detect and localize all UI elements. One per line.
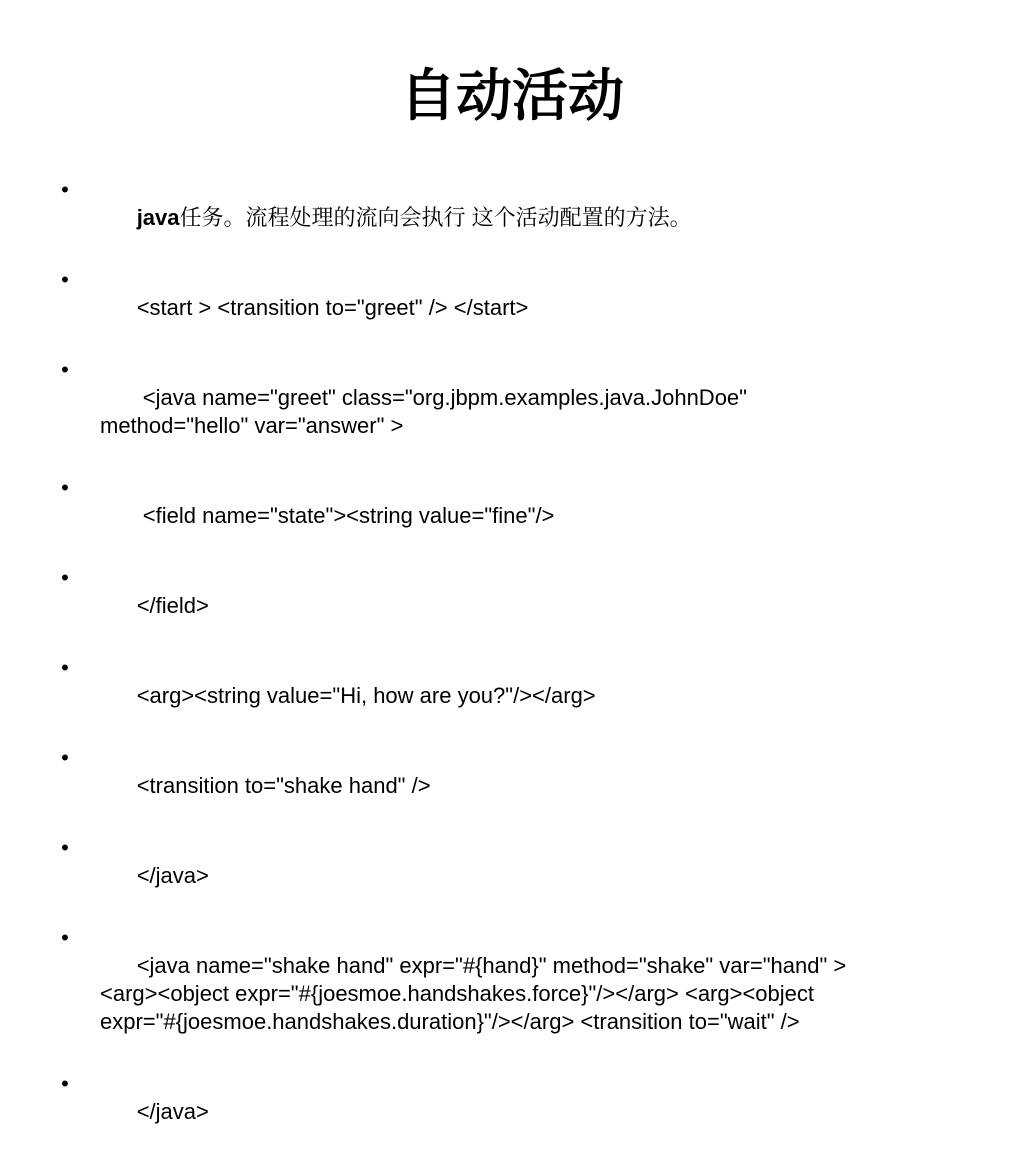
bullet-item xyxy=(58,1070,968,1154)
bullet-icon: • xyxy=(61,745,69,770)
bullet-text: </field> xyxy=(136,593,209,618)
bullet-item xyxy=(58,564,968,648)
bullet-item xyxy=(58,924,968,1064)
bullet-text: 任务。流程处理的流向会执行 这个活动配置的方法。 xyxy=(179,205,692,230)
bullet-lead: java xyxy=(136,205,180,230)
bullet-item xyxy=(58,474,968,558)
bullet-icon: • xyxy=(61,357,69,382)
bullet-icon: • xyxy=(61,655,69,680)
bullet-icon: • xyxy=(61,267,69,292)
bullet-text: </java> xyxy=(136,1099,209,1124)
bullet-item xyxy=(58,834,968,918)
bullet-text: <transition to="shake hand" /> xyxy=(136,773,431,798)
bullet-icon: • xyxy=(61,835,69,860)
bullet-item xyxy=(58,266,968,350)
bullet-item xyxy=(58,744,968,828)
bullet-text: <field name="state"><string value="fine"/> xyxy=(136,503,555,528)
bullet-list xyxy=(58,176,968,1160)
bullet-text: <arg><string value="Hi, how are you?"/></arg> xyxy=(136,683,596,708)
bullet-text: <java name="greet" class="org.jbpm.examples.java.JohnDoe" method="hello" var="answer" > xyxy=(100,385,747,438)
bullet-item xyxy=(58,654,968,738)
bullet-icon: • xyxy=(61,925,69,950)
bullet-icon: • xyxy=(61,1071,69,1096)
bullet-text: </java> xyxy=(136,863,209,888)
bullet-item xyxy=(58,356,968,468)
bullet-text: <java name="shake hand" expr="#{hand}" method="shake" var="hand" > <arg><object expr="#{joesmoe.handshakes.force}"/></arg> <arg><object expr="#{joesmoe.handshakes.duration}"/></arg> <transition to="wait" /> xyxy=(100,953,847,1034)
bullet-item xyxy=(58,176,968,260)
bullet-icon: • xyxy=(61,565,69,590)
bullet-text: <start > <transition to="greet" /> </start> xyxy=(136,295,529,320)
bullet-icon: • xyxy=(61,475,69,500)
bullet-icon: • xyxy=(61,177,69,202)
slide-title: 自动活动 xyxy=(400,63,624,129)
